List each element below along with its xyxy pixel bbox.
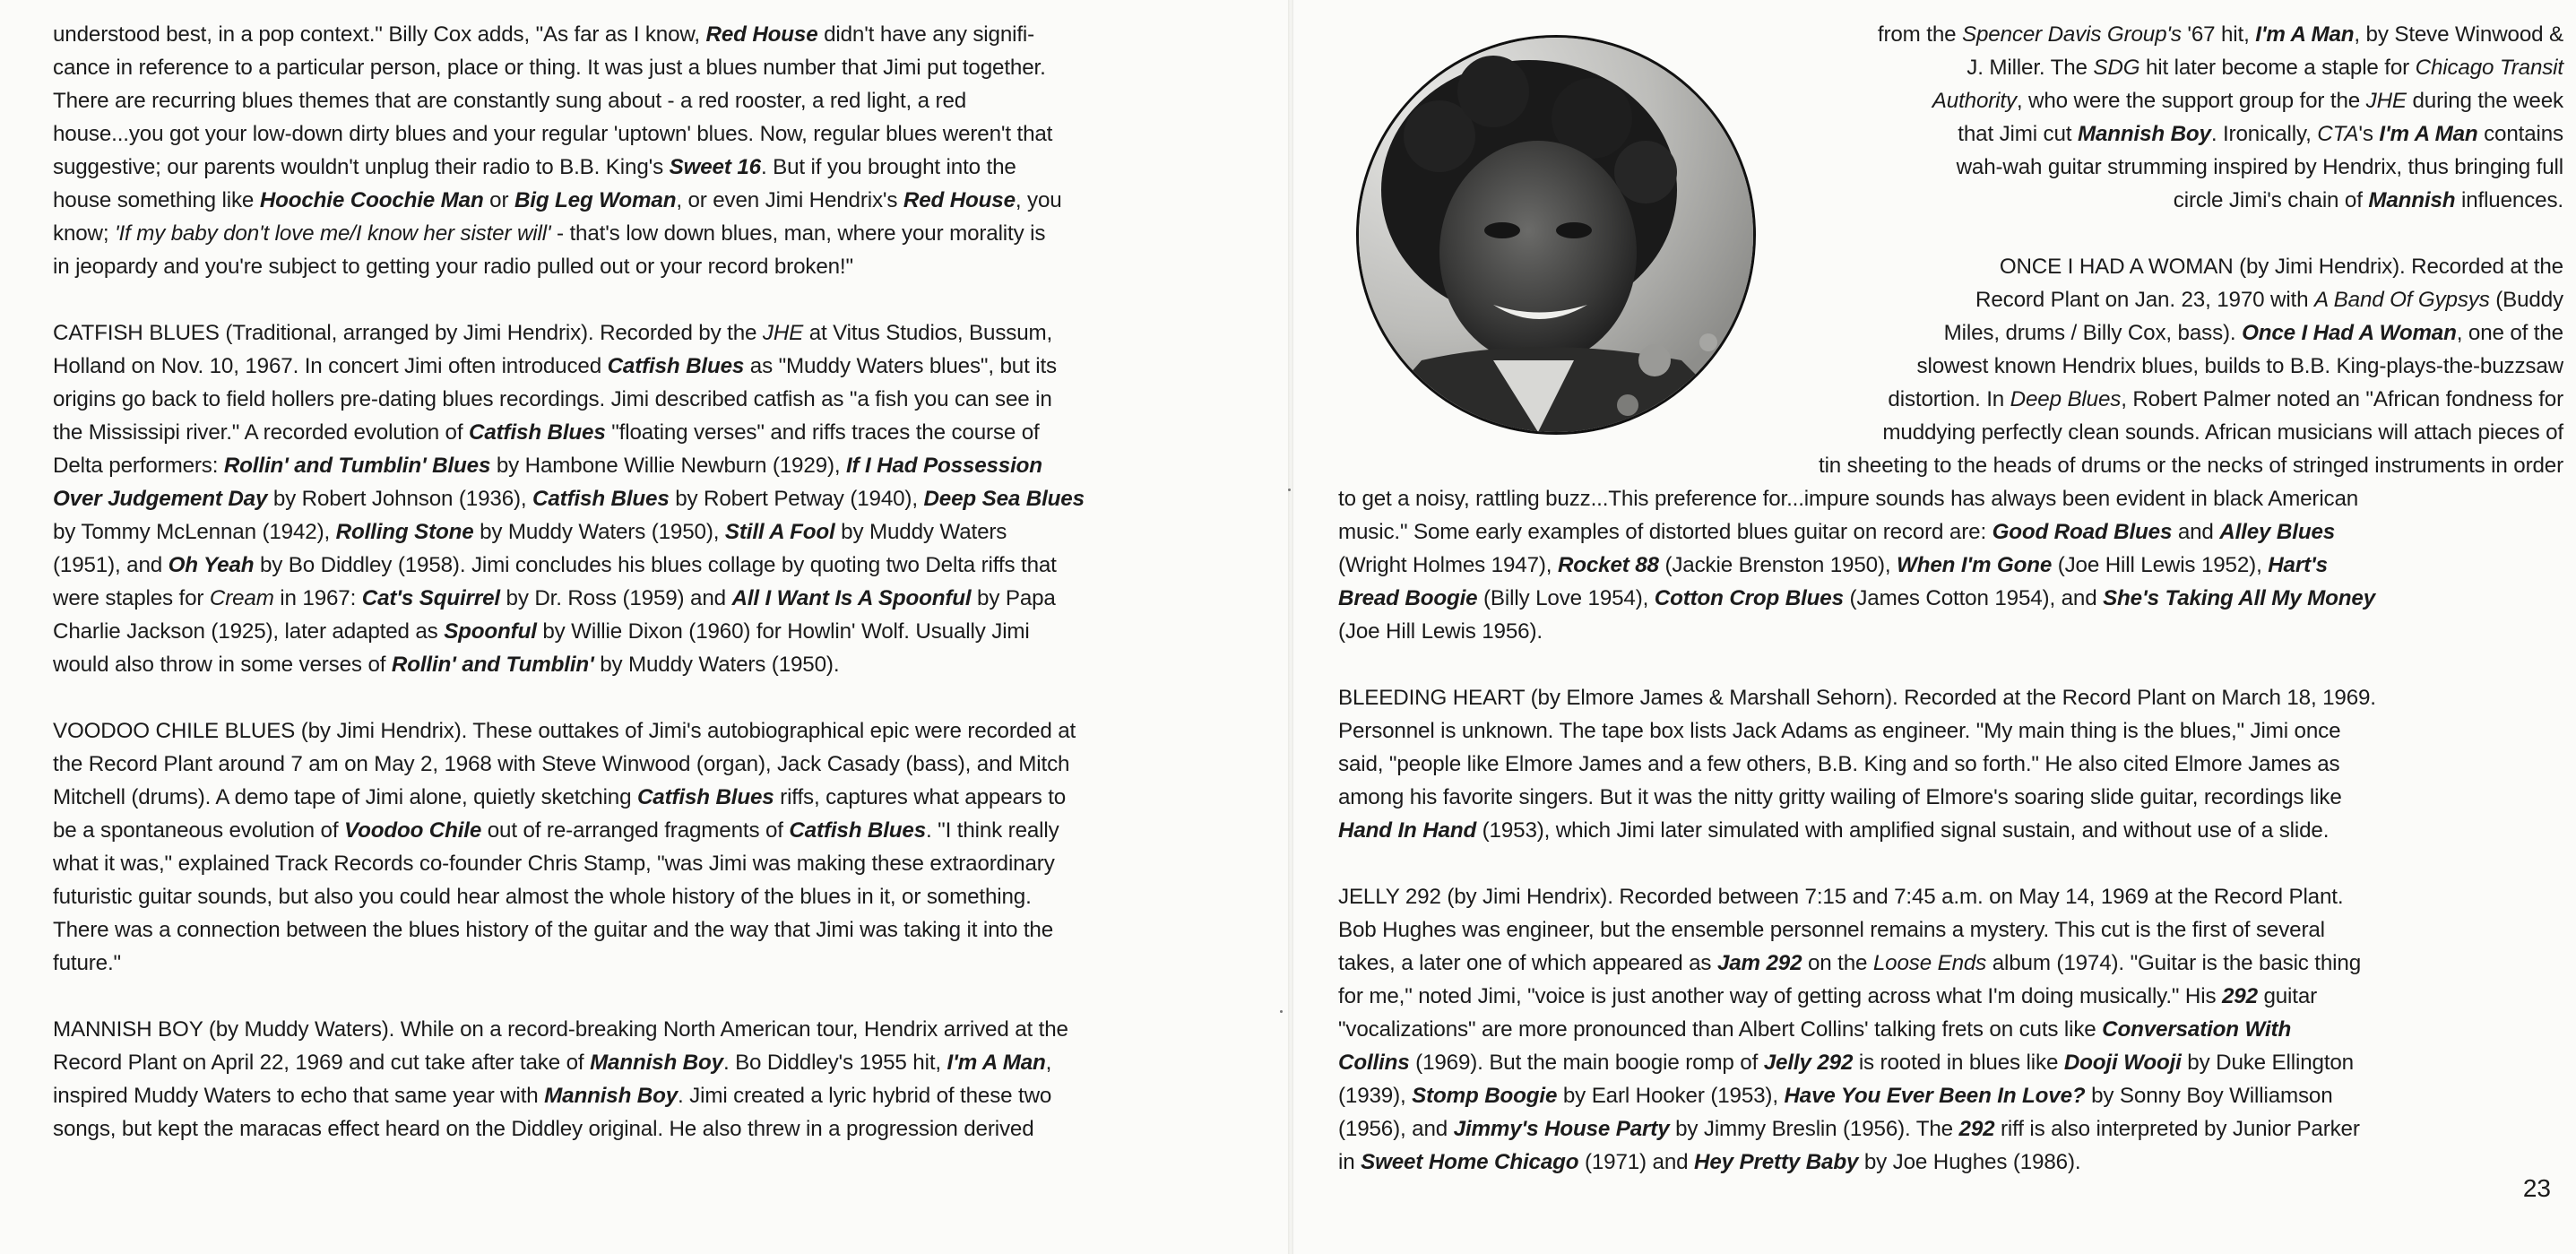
text-line: suggestive; our parents wouldn't unplug their radio to B.B. King's Sweet 16. But if you brought into the: [53, 155, 1016, 179]
text-line: understood best, in a pop context." Billy Cox adds, "As far as I know, Red House didn't have any signifi-: [53, 22, 1035, 47]
text-line: the Mississipi river." A recorded evolution of Catfish Blues "floating verses" and riffs traces the course of: [53, 420, 1040, 445]
text-line: Record Plant on Jan. 23, 1970 with A Band Of Gypsys (Buddy: [1975, 288, 2563, 312]
text-line: Bob Hughes was engineer, but the ensemble personnel remains a mystery. This cut is the first of several: [1338, 918, 2325, 942]
page-gutter: [1288, 0, 1293, 1254]
text-line: Bread Boogie (Billy Love 1954), Cotton Crop Blues (James Cotton 1954), and She's Taking All My Money: [1338, 586, 2376, 610]
text-line: takes, a later one of which appeared as Jam 292 on the Loose Ends album (1974). "Guitar is the basic thing: [1338, 951, 2362, 975]
text-line: (Joe Hill Lewis 1956).: [1338, 619, 1543, 644]
text-line: in jeopardy and you're subject to getting your radio pulled out or your record broken!": [53, 255, 853, 279]
text-line: tin sheeting to the heads of drums or the necks of stringed instruments in order: [1819, 454, 2563, 478]
text-line: muddying perfectly clean sounds. African musicians will attach pieces of: [1882, 420, 2563, 445]
text-line: (1939), Stomp Boogie by Earl Hooker (1953), Have You Ever Been In Love? by Sonny Boy Williamson: [1338, 1084, 2333, 1108]
text-line: circle Jimi's chain of Mannish influences.: [2173, 188, 2563, 212]
text-line: Delta performers: Rollin' and Tumblin' Blues by Hambone Willie Newburn (1929), If I Had Possession: [53, 454, 1042, 478]
text-line: J. Miller. The SDG hit later become a staple for Chicago Transit: [1967, 56, 2563, 80]
text-line: Personnel is unknown. The tape box lists Jack Adams as engineer. "My main thing is the blues," Jimi once: [1338, 719, 2341, 743]
text-paragraph: [53, 18, 1209, 283]
text-line: would also throw in some verses of Rollin' and Tumblin' by Muddy Waters (1950).: [53, 653, 840, 677]
text-line: songs, but kept the maracas effect heard on the Diddley original. He also threw in a progression derived: [53, 1117, 1034, 1141]
text-paragraph: [53, 1013, 1209, 1146]
left-column-text: [53, 18, 1209, 1179]
text-paragraph: [1338, 880, 2566, 1179]
text-line: cance in reference to a particular person, place or thing. It was just a blues number that Jimi put together.: [53, 56, 1046, 80]
text-line: slowest known Hendrix blues, builds to B.B. King-plays-the-buzzsaw: [1916, 354, 2563, 378]
text-paragraph: [1338, 681, 2566, 847]
text-line: what it was," explained Track Records co-founder Chris Stamp, "was Jimi was making these extraordinary: [53, 852, 1055, 876]
text-line: said, "people like Elmore James and a few others, B.B. King and so forth." He also cited Elmore James as: [1338, 752, 2340, 776]
page-number: 23: [2522, 1174, 2551, 1202]
text-line: MANNISH BOY (by Muddy Waters). While on a record-breaking North American tour, Hendrix arrived at the: [53, 1017, 1068, 1042]
text-line: Holland on Nov. 10, 1967. In concert Jimi often introduced Catfish Blues as "Muddy Waters blues", but its: [53, 354, 1057, 378]
text-line: Collins (1969). But the main boogie romp of Jelly 292 is rooted in blues like Dooji Wooji by Duke Ellington: [1338, 1051, 2354, 1075]
text-line: [1776, 217, 2563, 250]
text-line: Over Judgement Day by Robert Johnson (1936), Catfish Blues by Robert Petway (1940), Deep Sea Blues: [53, 487, 1085, 511]
text-line: ONCE I HAD A WOMAN (by Jimi Hendrix). Recorded at the: [1999, 255, 2563, 279]
text-line: VOODOO CHILE BLUES (by Jimi Hendrix). These outtakes of Jimi's autobiographical epic were recorded at: [53, 719, 1076, 743]
text-line: from the Spencer Davis Group's '67 hit, I'm A Man, by Steve Winwood &: [1877, 22, 2563, 47]
text-line: (Wright Holmes 1947), Rocket 88 (Jackie Brenston 1950), When I'm Gone (Joe Hill Lewis 1952), Hart's: [1338, 553, 2328, 577]
text-line: There are recurring blues themes that are constantly sung about - a red rooster, a red light, a red: [53, 89, 967, 113]
text-line: music." Some early examples of distorted blues guitar on record are: Good Road Blues and Alley Blues: [1338, 520, 2336, 544]
text-line: Mitchell (drums). A demo tape of Jimi alone, quietly sketching Catfish Blues riffs, captures what appears to: [53, 785, 1067, 809]
text-line: the Record Plant around 7 am on May 2, 1968 with Steve Winwood (organ), Jack Casady (bass), and Mitch: [53, 752, 1070, 776]
text-line: (1956), and Jimmy's House Party by Jimmy Breslin (1956). The 292 riff is also interpreted by Junior Parker: [1338, 1117, 2360, 1141]
text-line: to get a noisy, rattling buzz...This preference for...impure sounds has always been evident in black American: [1338, 487, 2359, 511]
text-line: origins go back to field hollers pre-dating blues recordings. Jimi described catfish as "a fish you can see in: [53, 387, 1052, 411]
text-line: Record Plant on April 22, 1969 and cut take after take of Mannish Boy. Bo Diddley's 1955 hit, I'm A Man,: [53, 1051, 1052, 1075]
text-paragraph: [53, 714, 1209, 980]
text-line: distortion. In Deep Blues, Robert Palmer noted an "African fondness for: [1888, 387, 2563, 411]
text-line: in Sweet Home Chicago (1971) and Hey Pretty Baby by Joe Hughes (1986).: [1338, 1150, 2081, 1174]
text-line: be a spontaneous evolution of Voodoo Chile out of re-arranged fragments of Catfish Blues. "I think really: [53, 818, 1059, 843]
text-line: future.": [53, 951, 121, 975]
text-line: (1951), and Oh Yeah by Bo Diddley (1958). Jimi concludes his blues collage by quoting two Delta riffs that: [53, 553, 1057, 577]
text-line: by Tommy McLennan (1942), Rolling Stone by Muddy Waters (1950), Still A Fool by Muddy Waters: [53, 520, 1007, 544]
text-line: futuristic guitar sounds, but also you could hear almost the whole history of the blues in it, or something.: [53, 885, 1032, 909]
text-line: for me," noted Jimi, "voice is just another way of getting across what I'm doing musically." His 292 guitar: [1338, 984, 2318, 1008]
text-line: wah-wah guitar strumming inspired by Hendrix, thus bringing full: [1956, 155, 2563, 179]
text-line: house something like Hoochie Coochie Man or Big Leg Woman, or even Jimi Hendrix's Red House, you: [53, 188, 1062, 212]
text-line: among his favorite singers. But it was the nitty gritty wailing of Elmore's soaring slide guitar, recordings like: [1338, 785, 2342, 809]
text-line: CATFISH BLUES (Traditional, arranged by Jimi Hendrix). Recorded by the JHE at Vitus Studios, Bussum,: [53, 321, 1053, 345]
text-line: There was a connection between the blues history of the guitar and the way that Jimi was taking it into the: [53, 918, 1054, 942]
print-speck: [1288, 489, 1291, 491]
text-paragraph: [1338, 482, 2566, 648]
text-line: BLEEDING HEART (by Elmore James & Marshall Sehorn). Recorded at the Record Plant on March 18, 1969.: [1338, 686, 2376, 710]
text-line: house...you got your low-down dirty blues and your regular 'uptown' blues. Now, regular blues weren't that: [53, 122, 1053, 146]
right-column-wrapped-text: [1336, 18, 2563, 482]
text-line: Hand In Hand (1953), which Jimi later simulated with amplified signal sustain, and without use of a slide.: [1338, 818, 2330, 843]
print-speck: [1280, 1010, 1283, 1013]
text-line: were staples for Cream in 1967: Cat's Squirrel by Dr. Ross (1959) and All I Want Is A Spoonful by Papa: [53, 586, 1056, 610]
text-line: Authority, who were the support group for the JHE during the week: [1932, 89, 2563, 113]
text-line: "vocalizations" are more pronounced than Albert Collins' talking frets on cuts like Conversation With: [1338, 1017, 2292, 1042]
text-line: Miles, drums / Billy Cox, bass). Once I Had A Woman, one of the: [1943, 321, 2563, 345]
text-line: JELLY 292 (by Jimi Hendrix). Recorded between 7:15 and 7:45 a.m. on May 14, 1969 at the Record Plant.: [1338, 885, 2344, 909]
text-line: that Jimi cut Mannish Boy. Ironically, CTA's I'm A Man contains: [1958, 122, 2563, 146]
text-line: know; 'If my baby don't love me/I know her sister will' - that's low down blues, man, where your morality is: [53, 221, 1046, 246]
text-paragraph: [53, 316, 1209, 681]
text-line: Charlie Jackson (1925), later adapted as Spoonful by Willie Dixon (1960) for Howlin' Wolf. Usually Jimi: [53, 619, 1030, 644]
right-column-text: [1338, 482, 2566, 1212]
text-line: inspired Muddy Waters to echo that same year with Mannish Boy. Jimi created a lyric hybrid of these two: [53, 1084, 1052, 1108]
